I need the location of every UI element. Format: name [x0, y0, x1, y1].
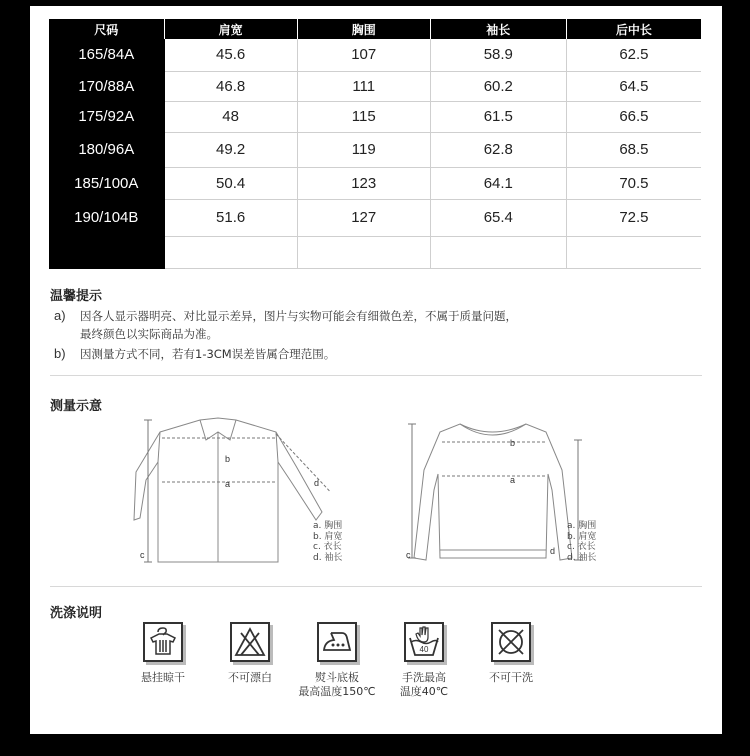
shirt-legend	[313, 521, 342, 563]
hand-wash-icon	[404, 622, 444, 662]
cell-value: 62.5	[566, 39, 701, 71]
cell-value: 51.6	[164, 199, 297, 236]
shirt-mark-b: b	[225, 454, 231, 464]
cell-value	[566, 236, 701, 268]
care-label	[379, 671, 469, 699]
legend-item: b. 肩宽	[567, 531, 597, 542]
table-row	[49, 199, 701, 236]
cell-value: 64.5	[566, 71, 701, 101]
row-size: 190/104B	[49, 199, 164, 236]
cell-value: 66.5	[566, 101, 701, 132]
header-shoulder: 肩宽	[164, 19, 297, 39]
header-sleeve: 袖长	[430, 19, 566, 39]
tip-line: 最终颜色以实际商品为准。	[80, 327, 218, 341]
care-title: 洗涤说明	[50, 606, 103, 621]
legend-item: d. 袖长	[567, 552, 597, 563]
sweater-mark-a: a	[510, 475, 516, 485]
cell-value: 48	[164, 101, 297, 132]
cell-value: 49.2	[164, 132, 297, 167]
shirt-mark-c: c	[140, 550, 145, 560]
sweater-legend	[567, 521, 596, 563]
size-table	[49, 19, 701, 269]
cell-value: 58.9	[430, 39, 566, 71]
cell-value: 45.6	[164, 39, 297, 71]
cell-value: 107	[297, 39, 430, 71]
size-table-header	[49, 19, 701, 39]
row-size	[49, 236, 164, 268]
care-item	[205, 622, 295, 685]
tip-line: 因测量方式不同，若有1-3CM误差皆属合理范围。	[80, 347, 336, 361]
legend-item: c. 衣长	[567, 542, 596, 552]
tip-line: 因各人显示器明亮、对比显示差异，图片与实物可能会有细微色差，不属于质量问题，	[80, 309, 517, 323]
cell-value: 123	[297, 167, 430, 199]
care-item	[379, 622, 469, 699]
cell-value: 68.5	[566, 132, 701, 167]
legend-item: a. 胸围	[567, 521, 597, 531]
care-item	[292, 622, 382, 699]
hang-dry-icon	[143, 622, 183, 662]
svg-text:40: 40	[419, 645, 429, 654]
measure-title: 测量示意	[50, 399, 103, 414]
row-size: 170/88A	[49, 71, 164, 101]
legend-item: b. 肩宽	[313, 531, 343, 542]
cell-value: 46.8	[164, 71, 297, 101]
care-label-line: 熨斗底板 最高温度150℃	[298, 671, 376, 698]
cell-value: 65.4	[430, 199, 566, 236]
table-row	[49, 71, 701, 101]
header-size: 尺码	[49, 19, 164, 39]
no-dry-clean-icon	[491, 622, 531, 662]
care-item	[118, 622, 208, 685]
content-panel	[30, 6, 722, 734]
shirt-mark-d: d	[314, 478, 320, 488]
sweater-mark-c: c	[406, 550, 411, 560]
header-chest: 胸围	[297, 19, 430, 39]
cell-value: 64.1	[430, 167, 566, 199]
row-size: 175/92A	[49, 101, 164, 132]
tip-marker: a)	[54, 308, 66, 323]
legend-item: d. 袖长	[313, 552, 343, 563]
cell-value: 70.5	[566, 167, 701, 199]
header-back-length: 后中长	[566, 19, 701, 39]
tips-title: 温馨提示	[50, 289, 103, 304]
sweater-mark-b: b	[510, 438, 516, 448]
cell-value: 127	[297, 199, 430, 236]
cell-value: 50.4	[164, 167, 297, 199]
row-size: 165/84A	[49, 39, 164, 71]
cell-value: 72.5	[566, 199, 701, 236]
cell-value: 115	[297, 101, 430, 132]
shirt-mark-a: a	[225, 479, 231, 489]
care-label: 悬挂晾干	[141, 671, 185, 684]
legend-item: c. 衣长	[313, 542, 342, 552]
frame-bottom	[0, 734, 750, 756]
shirt-diagram	[100, 410, 330, 570]
row-size: 180/96A	[49, 132, 164, 167]
care-label	[292, 671, 382, 699]
iron-icon	[317, 622, 357, 662]
cell-value	[430, 236, 566, 268]
cell-value	[164, 236, 297, 268]
sweater-diagram	[400, 410, 590, 570]
care-label: 不可干洗	[489, 671, 533, 684]
table-row	[49, 167, 701, 199]
table-row	[49, 132, 701, 167]
frame-right	[722, 0, 750, 756]
sweater-mark-d: d	[550, 546, 556, 556]
table-row	[49, 101, 701, 132]
cell-value: 60.2	[430, 71, 566, 101]
cell-value: 119	[297, 132, 430, 167]
frame-left	[0, 0, 30, 756]
care-item	[466, 622, 556, 685]
divider	[50, 375, 702, 376]
row-size: 185/100A	[49, 167, 164, 199]
care-label: 不可漂白	[228, 671, 272, 684]
tip-b	[54, 345, 335, 363]
no-bleach-icon	[230, 622, 270, 662]
cell-value: 62.8	[430, 132, 566, 167]
table-row	[49, 236, 701, 268]
cell-value: 61.5	[430, 101, 566, 132]
legend-item: a. 胸围	[313, 521, 343, 531]
table-row	[49, 39, 701, 71]
care-label-line: 手洗最高 温度40℃	[399, 671, 449, 698]
cell-value: 111	[297, 71, 430, 101]
tip-marker: b)	[54, 346, 66, 361]
cell-value	[297, 236, 430, 268]
divider	[50, 586, 702, 587]
tip-a	[54, 307, 517, 343]
